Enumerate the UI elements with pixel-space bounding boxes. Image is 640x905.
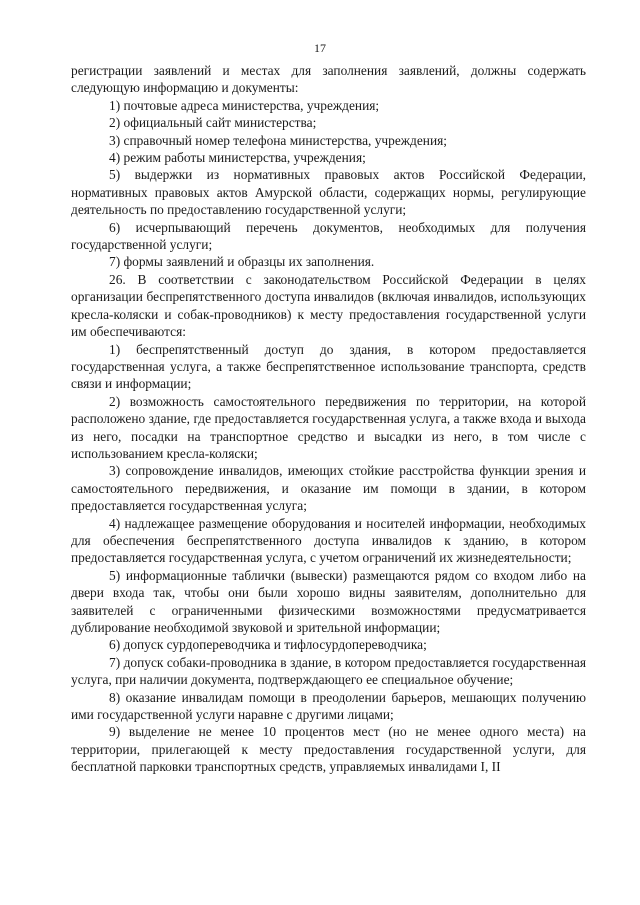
list-item-postal-addresses: 1) почтовые адреса министерства, учреждения; bbox=[109, 97, 380, 113]
list-item-working-hours: 4) режим работы министерства, учреждения; bbox=[109, 150, 366, 166]
list-item-building-access: 1) беспрепятственный доступ до здания, в котором предоставляется государственная услуга, а также беспрепятственное использование транспорта, средств связи и информации; bbox=[71, 341, 586, 392]
list-item-forms: 7) формы заявлений и образцы их заполнения. bbox=[109, 254, 375, 270]
list-item-parking: 9) выделение не менее 10 процентов мест (но не менее одного места) на территории, прилегающей к месту предоставления государственной услуги, для бесплатной парковки транспортных средств, управляемых инвалидами I, II bbox=[71, 724, 586, 775]
list-item-barrier-help: 8) оказание инвалидам помощи в преодолении барьеров, мешающих получению ими государственной услуги наравне с другими лицами; bbox=[71, 689, 586, 723]
list-item-legal-excerpts: 5) выдержки из нормативных правовых актов Российской Федерации, нормативных правовых актов Амурской области, содержащих нормы, регулирующие деятельность по предоставлению государственной услуги; bbox=[71, 167, 586, 218]
list-item-movement: 2) возможность самостоятельного передвижения по территории, на которой расположено здание, где предоставляется государственная услуга, а также входа и выхода из него, посадки на транспортное средство и высадки из него, в том числе с использованием кресла-коляски; bbox=[71, 393, 586, 461]
list-item-sign-interpreter: 6) допуск сурдопереводчика и тифлосурдопереводчика; bbox=[109, 637, 427, 653]
list-item-guide-dog: 7) допуск собаки-проводника в здание, в котором предоставляется государственная услуга, при наличии документа, подтверждающего ее специальное обучение; bbox=[71, 654, 586, 688]
list-item-signage: 5) информационные таблички (вывески) размещаются рядом со входом либо на двери входа так, чтобы они были хорошо видны заявителям, дополнительно для заявителей с ограниченными физическими возможностями предусматривается дублирование необходимой звуковой и зрительной информации; bbox=[71, 567, 586, 635]
list-item-phone-number: 3) справочный номер телефона министерства, учреждения; bbox=[109, 132, 447, 148]
paragraph-continuation: регистрации заявлений и местах для заполнения заявлений, должны содержать следующую информацию и документы: bbox=[71, 63, 586, 96]
list-item-documents-list: 6) исчерпывающий перечень документов, необходимых для получения государственной услуги; bbox=[71, 219, 586, 253]
document-body bbox=[71, 62, 586, 776]
list-item-escort: 3) сопровождение инвалидов, имеющих стойкие расстройства функции зрения и самостоятельного передвижения, и оказание им помощи в здании, в котором предоставляется государственная услуга; bbox=[71, 463, 586, 514]
list-item-equipment: 4) надлежащее размещение оборудования и носителей информации, необходимых для обеспечения беспрепятственного доступа инвалидов к зданию, в котором предоставляется государственная услуга, с учетом ограничений их жизнедеятельности; bbox=[71, 515, 586, 566]
list-item-official-site: 2) официальный сайт министерства; bbox=[109, 115, 317, 131]
page-number: 17 bbox=[314, 41, 326, 55]
paragraph-26: 26. В соответствии с законодательством Российской Федерации в целях организации беспрепятственного доступа инвалидов (включая инвалидов, использующих кресла-коляски и собак-проводников) к месту предоставления государственной услуги им обеспечиваются: bbox=[71, 271, 586, 340]
